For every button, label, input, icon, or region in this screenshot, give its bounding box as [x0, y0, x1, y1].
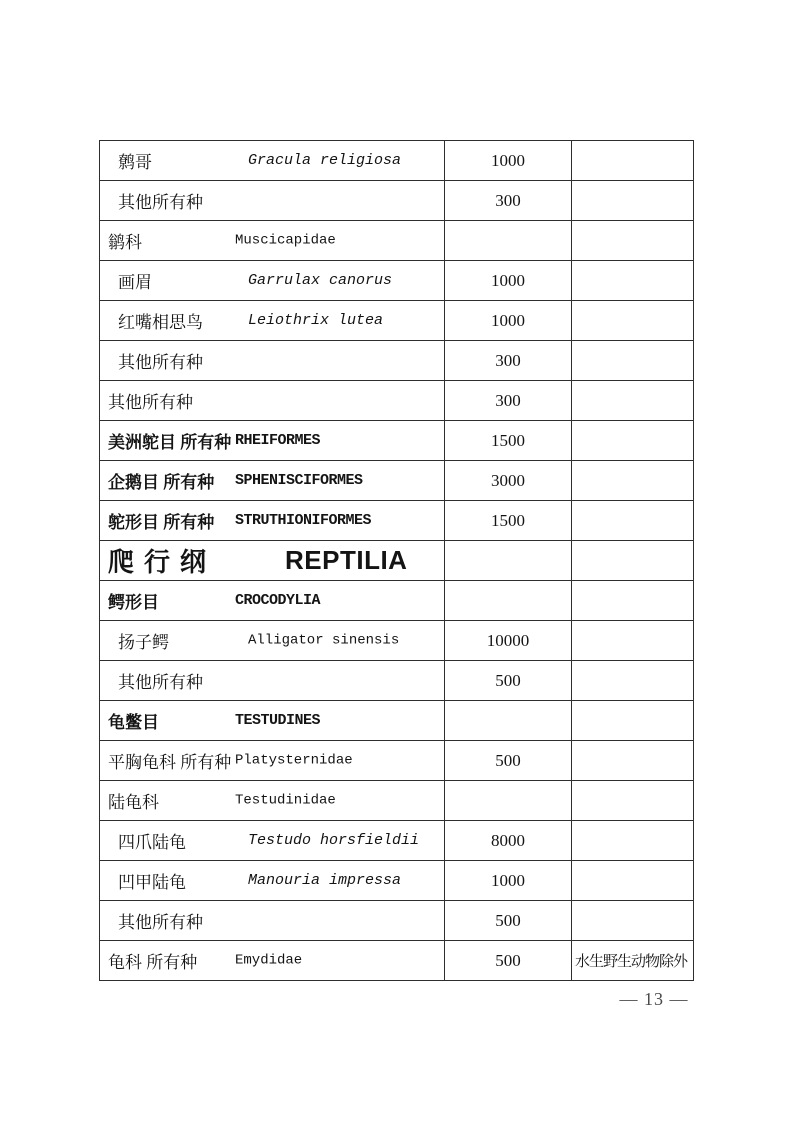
chinese-name: 平胸龟科 所有种 — [108, 753, 232, 772]
value-cell: 500 — [445, 661, 572, 701]
table-row — [100, 701, 694, 741]
chinese-name: 美洲鸵目 所有种 — [108, 433, 232, 452]
value-cell: 1000 — [445, 301, 572, 341]
chinese-name: 其他所有种 — [118, 353, 203, 372]
species-name-cell — [100, 181, 445, 221]
value-cell: 8000 — [445, 821, 572, 861]
value-cell: 10000 — [445, 621, 572, 661]
species-name-cell — [100, 541, 445, 581]
species-name-cell — [100, 461, 445, 501]
value-cell: 1000 — [445, 141, 572, 181]
note-cell: 水生野生动物除外 — [572, 941, 694, 981]
note-cell — [572, 261, 694, 301]
value-cell — [445, 781, 572, 821]
latin-name: RHEIFORMES — [235, 432, 321, 449]
note-cell — [572, 381, 694, 421]
chinese-name: 鳄形目 — [108, 593, 159, 612]
value-cell: 500 — [445, 941, 572, 981]
chinese-name: 鹟科 — [108, 233, 142, 252]
table-row — [100, 341, 694, 381]
note-cell — [572, 581, 694, 621]
latin-name: Manouria impressa — [248, 872, 402, 889]
table-row — [100, 261, 694, 301]
value-cell — [445, 541, 572, 581]
species-name-cell — [100, 621, 445, 661]
species-name-cell — [100, 581, 445, 621]
note-cell — [572, 541, 694, 581]
latin-name: Muscicapidae — [235, 232, 336, 249]
value-cell: 1500 — [445, 421, 572, 461]
chinese-name: 红嘴相思鸟 — [118, 313, 203, 332]
chinese-name: 四爪陆龟 — [118, 833, 186, 852]
table-row — [100, 861, 694, 901]
latin-name: Gracula religiosa — [248, 152, 402, 169]
table-row — [100, 781, 694, 821]
table-row — [100, 821, 694, 861]
value-cell: 500 — [445, 901, 572, 941]
note-cell — [572, 461, 694, 501]
table-row — [100, 621, 694, 661]
species-name-cell — [100, 141, 445, 181]
table-row — [100, 741, 694, 781]
note-cell — [572, 181, 694, 221]
note-cell — [572, 701, 694, 741]
note-cell — [572, 741, 694, 781]
table-row — [100, 141, 694, 181]
chinese-name: 陆龟科 — [108, 793, 159, 812]
latin-name: STRUTHIONIFORMES — [235, 512, 372, 529]
note-cell — [572, 141, 694, 181]
value-cell — [445, 581, 572, 621]
latin-name: SPHENISCIFORMES — [235, 472, 363, 489]
species-name-cell — [100, 301, 445, 341]
table-row — [100, 381, 694, 421]
table-row — [100, 421, 694, 461]
note-cell — [572, 501, 694, 541]
latin-name: REPTILIA — [285, 545, 408, 575]
species-name-cell — [100, 381, 445, 421]
species-name-cell — [100, 421, 445, 461]
chinese-name: 龟科 所有种 — [108, 953, 198, 972]
note-cell — [572, 621, 694, 661]
chinese-name: 爬行纲 — [108, 548, 217, 577]
species-name-cell — [100, 781, 445, 821]
species-value-table — [99, 140, 694, 981]
chinese-name: 其他所有种 — [118, 193, 203, 212]
value-cell: 3000 — [445, 461, 572, 501]
latin-name: Alligator sinensis — [248, 632, 400, 649]
note-cell — [572, 341, 694, 381]
value-cell: 1500 — [445, 501, 572, 541]
note-cell — [572, 861, 694, 901]
table-row — [100, 941, 694, 981]
note-cell — [572, 221, 694, 261]
chinese-name: 企鹅目 所有种 — [108, 473, 215, 492]
value-cell: 300 — [445, 381, 572, 421]
species-name-cell — [100, 661, 445, 701]
species-name-cell — [100, 941, 445, 981]
species-name-cell — [100, 221, 445, 261]
note-cell — [572, 421, 694, 461]
table-row — [100, 661, 694, 701]
chinese-name: 凹甲陆龟 — [118, 873, 186, 892]
value-cell: 500 — [445, 741, 572, 781]
table-row — [100, 541, 694, 581]
value-cell: 300 — [445, 181, 572, 221]
species-name-cell — [100, 701, 445, 741]
table-row — [100, 581, 694, 621]
table-row — [100, 901, 694, 941]
chinese-name: 扬子鳄 — [118, 633, 169, 652]
chinese-name: 其他所有种 — [118, 913, 203, 932]
latin-name: Testudinidae — [235, 792, 336, 809]
chinese-name: 画眉 — [118, 273, 152, 292]
species-table-body — [100, 141, 694, 981]
value-cell — [445, 701, 572, 741]
value-cell: 1000 — [445, 261, 572, 301]
latin-name: Garrulax canorus — [248, 272, 393, 289]
note-cell — [572, 781, 694, 821]
chinese-name: 其他所有种 — [118, 673, 203, 692]
note-cell — [572, 301, 694, 341]
species-name-cell — [100, 741, 445, 781]
note-cell — [572, 661, 694, 701]
latin-name: TESTUDINES — [235, 712, 321, 729]
species-name-cell — [100, 821, 445, 861]
chinese-name: 鸵形目 所有种 — [108, 513, 215, 532]
table-row — [100, 181, 694, 221]
species-name-cell — [100, 861, 445, 901]
value-cell: 300 — [445, 341, 572, 381]
chinese-name: 龟鳖目 — [108, 713, 159, 732]
chinese-name: 鹩哥 — [118, 153, 152, 172]
latin-name: Emydidae — [235, 952, 303, 969]
value-cell — [445, 221, 572, 261]
latin-name: Testudo horsfieldii — [248, 832, 420, 849]
table-row — [100, 301, 694, 341]
chinese-name: 其他所有种 — [108, 393, 193, 412]
table-row — [100, 221, 694, 261]
note-cell — [572, 821, 694, 861]
latin-name: Leiothrix lutea — [248, 312, 384, 329]
table-row — [100, 461, 694, 501]
latin-name: Platysternidae — [235, 752, 353, 769]
note-cell — [572, 901, 694, 941]
page-number: — 13 — — [619, 989, 689, 1009]
species-name-cell — [100, 261, 445, 301]
species-name-cell — [100, 341, 445, 381]
value-cell: 1000 — [445, 861, 572, 901]
species-name-cell — [100, 901, 445, 941]
latin-name: CROCODYLIA — [235, 592, 321, 609]
table-row — [100, 501, 694, 541]
species-name-cell — [100, 501, 445, 541]
